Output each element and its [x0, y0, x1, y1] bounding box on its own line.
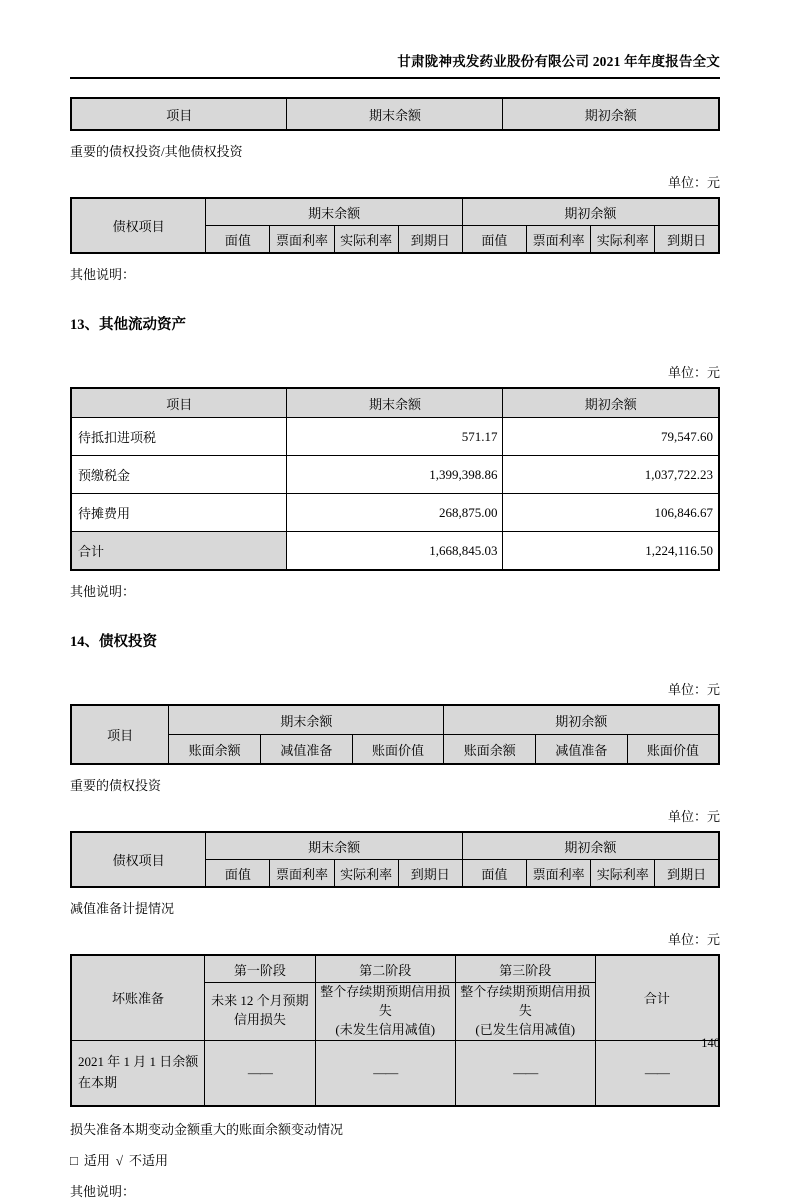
other-notes-label: 其他说明： — [70, 1183, 136, 1199]
important-debt-note: 重要的债权投资/其他债权投资 — [70, 144, 243, 159]
stage3-description — [455, 983, 595, 1041]
table-row — [71, 494, 719, 532]
total-beginning: 1,224,116.50 — [503, 532, 719, 571]
important-debt-note: 重要的债权投资 — [70, 778, 162, 793]
row-ending: 1,399,398.86 — [287, 456, 503, 494]
row-item: 待摊费用 — [71, 494, 287, 532]
debt-group-beginning: 期初余额 — [462, 832, 719, 860]
debt-sub-couponrate: 票面利率 — [270, 226, 334, 254]
inv-col-item: 项目 — [71, 705, 169, 764]
debt-sub-maturity: 到期日 — [398, 226, 462, 254]
stage3-desc-line2: (已发生信用减值) — [475, 1021, 576, 1037]
debt-group-ending: 期末余额 — [206, 832, 463, 860]
debt-sub-effectiverate: 实际利率 — [591, 860, 655, 888]
col-beginning: 期初余额 — [503, 388, 719, 418]
inv-sub-bookvalue: 账面价值 — [352, 735, 444, 765]
debt-items-table — [70, 197, 720, 254]
row-beginning: 79,547.60 — [503, 418, 719, 456]
row-item: 待抵扣进项税 — [71, 418, 287, 456]
page-number: 140 — [701, 1036, 720, 1050]
debt-investment-table — [70, 704, 720, 765]
inv-group-beginning: 期初余额 — [444, 705, 719, 735]
debt-items-table — [70, 831, 720, 888]
unit-label: 单位：元 — [667, 809, 720, 824]
total-ending: 1,668,845.03 — [287, 532, 503, 571]
inv-sub-impairment: 减值准备 — [536, 735, 628, 765]
summary-table — [70, 97, 720, 131]
stage2-desc-line1: 整个存续期预期信用损失 — [320, 984, 451, 1018]
stage2-header: 第二阶段 — [315, 955, 455, 983]
unit-label: 单位：元 — [667, 175, 720, 190]
section14-heading: 14、债权投资 — [70, 634, 157, 650]
bad-debt-row — [71, 1040, 719, 1106]
col-item: 项目 — [71, 388, 287, 418]
debt-sub-maturity: 到期日 — [655, 860, 719, 888]
table-total-row — [71, 532, 719, 571]
debt-sub-facevalue: 面值 — [206, 860, 270, 888]
row-ending: 571.17 — [287, 418, 503, 456]
inv-sub-bookbalance: 账面余额 — [169, 735, 261, 765]
debt-sub-couponrate: 票面利率 — [527, 860, 591, 888]
debt-sub-facevalue: 面值 — [462, 226, 526, 254]
summary-col-beginning: 期初余额 — [503, 98, 719, 130]
not-applicable-label: 不适用 — [129, 1152, 169, 1168]
summary-col-ending: 期末余额 — [287, 98, 503, 130]
row-beginning: 1,037,722.23 — [503, 456, 719, 494]
debt-sub-maturity: 到期日 — [655, 226, 719, 254]
stage3-desc-line1: 整个存续期预期信用损失 — [460, 984, 591, 1018]
baddebt-col-item: 坏账准备 — [71, 955, 204, 1040]
stage2-description — [315, 983, 455, 1041]
baddebt-total-value: —— — [595, 1040, 719, 1106]
debt-sub-facevalue: 面值 — [462, 860, 526, 888]
checkbox-unchecked-icon: □ — [70, 1152, 78, 1168]
row-beginning: 106,846.67 — [503, 494, 719, 532]
stage3-header: 第三阶段 — [455, 955, 595, 983]
debt-sub-effectiverate: 实际利率 — [591, 226, 655, 254]
total-label: 合计 — [71, 532, 287, 571]
debt-sub-couponrate: 票面利率 — [527, 226, 591, 254]
total-header: 合计 — [595, 955, 719, 1040]
summary-col-item: 项目 — [71, 98, 287, 130]
row-ending: 268,875.00 — [287, 494, 503, 532]
debt-group-beginning: 期初余额 — [462, 198, 719, 226]
debt-sub-maturity: 到期日 — [398, 860, 462, 888]
applicable-label: 适用 — [83, 1152, 110, 1168]
debt-sub-facevalue: 面值 — [206, 226, 270, 254]
other-notes-label: 其他说明： — [70, 584, 136, 599]
impairment-note: 减值准备计提情况 — [70, 901, 175, 916]
table-row — [71, 418, 719, 456]
unit-label: 单位：元 — [667, 682, 720, 697]
baddebt-stage1-value: —— — [204, 1040, 315, 1106]
debt-sub-effectiverate: 实际利率 — [334, 860, 398, 888]
col-ending: 期末余额 — [287, 388, 503, 418]
inv-group-ending: 期末余额 — [169, 705, 444, 735]
inv-sub-bookvalue: 账面价值 — [627, 735, 719, 765]
stage2-desc-line2: (未发生信用减值) — [335, 1021, 436, 1037]
inv-sub-impairment: 减值准备 — [261, 735, 353, 765]
stage1-description: 未来 12 个月预期信用损失 — [204, 983, 315, 1041]
baddebt-row-label: 2021 年 1 月 1 日余额在本期 — [71, 1040, 204, 1106]
baddebt-stage2-value: —— — [315, 1040, 455, 1106]
unit-label: 单位：元 — [667, 365, 720, 380]
table-row — [71, 456, 719, 494]
applicability-line — [70, 1150, 720, 1169]
section13-heading: 13、其他流动资产 — [70, 317, 186, 333]
debt-col-item: 债权项目 — [71, 198, 206, 253]
unit-label: 单位：元 — [667, 932, 720, 947]
debt-sub-effectiverate: 实际利率 — [334, 226, 398, 254]
other-current-assets-table — [70, 387, 720, 571]
checkmark-icon: √ — [115, 1152, 124, 1168]
inv-sub-bookbalance: 账面余额 — [444, 735, 536, 765]
row-item: 预缴税金 — [71, 456, 287, 494]
debt-sub-couponrate: 票面利率 — [270, 860, 334, 888]
stage1-header: 第一阶段 — [204, 955, 315, 983]
debt-col-item: 债权项目 — [71, 832, 206, 887]
other-notes-label: 其他说明： — [70, 267, 136, 282]
loss-change-note: 损失准备本期变动金额重大的账面余额变动情况 — [70, 1121, 344, 1137]
bad-debt-provision-table — [70, 954, 720, 1107]
baddebt-stage3-value: —— — [455, 1040, 595, 1106]
debt-group-ending: 期末余额 — [206, 198, 463, 226]
report-header-title: 甘肃陇神戎发药业股份有限公司 2021 年年度报告全文 — [70, 50, 720, 79]
page-content — [70, 0, 720, 1200]
